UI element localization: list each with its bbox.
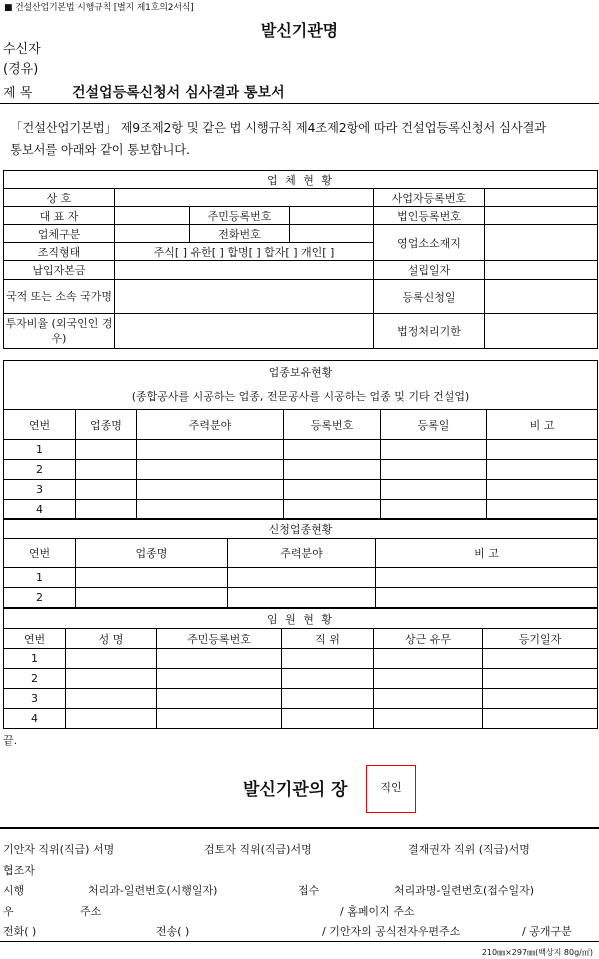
applied-business-title: 신청업종현황 [4,519,598,539]
enforcement-number: 처리과-일련번호(시행일자) [88,884,218,897]
table-row [4,440,598,460]
row-number: 3 [4,480,76,500]
table-row [4,500,598,520]
table-row [4,709,598,729]
held-business-note: (종합공사를 시공하는 업종, 전문공사를 시공하는 업종 및 기타 건설업) [131,390,470,403]
held-col-no: 연번 [4,410,76,440]
legal-deadline-label: 법정처리기한 [374,314,485,349]
nationality-value [115,280,374,314]
applied-col-remarks: 비 고 [376,539,598,568]
resident-reg-no-value [290,207,374,225]
table-row [4,669,598,689]
officer-col-resident-no: 주민등록번호 [157,629,282,649]
paid-capital-label: 납입자본금 [4,261,115,280]
application-date-value [485,280,598,314]
held-business-title: 업종보유현황 [268,366,333,379]
applied-col-no: 연번 [4,539,76,568]
row-number: 1 [4,649,66,669]
representative-value [115,207,190,225]
officer-col-name: 성 명 [66,629,157,649]
fax-label: 전송( ) [156,925,190,938]
investment-ratio-label: 투자비율 (외국인인 경우) [4,314,115,349]
table-row [4,588,598,608]
end-mark: 끝. [3,734,18,747]
drafter-label: 기안자 직위(직급) 서명 [3,843,115,856]
issuer-title: 발신기관의 장 [243,780,348,800]
establish-date-value [485,261,598,280]
trade-name-label: 상 호 [4,189,115,207]
held-col-reg-no: 등록번호 [284,410,381,440]
held-business-header [4,361,598,410]
collaborator-label: 협조자 [3,864,35,877]
business-type-label: 업체구분 [4,225,115,243]
company-status-table [3,170,598,349]
phone-label: 전화( ) [3,925,37,938]
paid-capital-value [115,261,374,280]
held-col-remarks: 비 고 [487,410,598,440]
officers-table [3,608,598,729]
approver-label: 결재권자 직위 (직급)서명 [408,843,530,856]
table-row [4,460,598,480]
officer-col-reg-date: 등기일자 [483,629,598,649]
disclosure-label: / 공개구분 [522,925,572,938]
phone-value [290,225,374,243]
enforcement-label: 시행 [3,884,25,897]
applied-business-table [3,518,598,608]
held-col-main-field: 주력분야 [137,410,284,440]
official-seal: 직인 [366,765,416,813]
investment-ratio-value [115,314,374,349]
row-number: 2 [4,460,76,480]
phone-label: 전화번호 [190,225,290,243]
office-location-value [485,225,598,261]
via-label: (경유) [3,62,39,77]
recipient-label: 수신자 [3,42,41,57]
body-paragraph: 「건설산업기본법」 제9조제2항 및 같은 법 시행규칙 제4조제2항에 따라 건설업등록신청서 심사결과 통보서를 아래와 같이 통보합니다. [10,120,546,157]
subject-label: 제 목 [3,86,33,101]
row-number: 3 [4,689,66,709]
table-row [4,689,598,709]
receipt-number: 처리과명-일련번호(접수일자) [394,884,535,897]
held-col-business-name: 업종명 [76,410,137,440]
officers-title: 임 원 현 황 [4,609,598,629]
officer-col-position: 직 위 [282,629,374,649]
business-reg-no-value [485,189,598,207]
form-reference: ■ 건설산업기본법 시행규칙 [별지 제1호의2서식] [4,3,194,13]
table-row [4,568,598,588]
document-title: 발신기관명 [260,21,339,40]
org-type-options: 주식[ ] 유한[ ] 합명[ ] 합자[ ] 개인[ ] [115,243,374,261]
company-section-title: 업 체 현 황 [4,171,598,189]
footer-top-rule [0,827,599,829]
row-number: 4 [4,500,76,520]
application-date-label: 등록신청일 [374,280,485,314]
table-row [4,480,598,500]
reviewer-label: 검토자 직위(직급)서명 [204,843,312,856]
officer-col-fulltime: 상근 유무 [374,629,483,649]
held-col-reg-date: 등록일 [381,410,487,440]
representative-label: 대 표 자 [4,207,115,225]
corporate-reg-no-value [485,207,598,225]
held-business-table [3,360,598,520]
subject-text: 건설업등록신청서 심사결과 통보서 [72,85,285,101]
legal-deadline-value [485,314,598,349]
resident-reg-no-label: 주민등록번호 [190,207,290,225]
homepage-label: / 홈페이지 주소 [340,905,415,918]
row-number: 4 [4,709,66,729]
row-number: 1 [4,568,76,588]
establish-date-label: 설립일자 [374,261,485,280]
receipt-label: 접수 [298,884,320,897]
row-number: 2 [4,669,66,689]
nationality-label: 국적 또는 소속 국가명 [4,280,115,314]
subject-underline [0,103,599,104]
org-type-label: 조직형태 [4,243,115,261]
applied-col-main-field: 주력분야 [228,539,376,568]
paper-size: 210㎜×297㎜(백상지 80g/㎡) [481,948,593,957]
business-type-value [115,225,190,243]
officer-col-no: 연번 [4,629,66,649]
postal-code-label: 우 [3,905,14,918]
business-reg-no-label: 사업자등록번호 [374,189,485,207]
applied-col-business-name: 업종명 [76,539,228,568]
row-number: 1 [4,440,76,460]
email-label: / 기안자의 공식전자우편주소 [322,925,461,938]
footer-bottom-rule [0,941,599,942]
corporate-reg-no-label: 법인등록번호 [374,207,485,225]
table-row [4,649,598,669]
office-location-label: 영업소소재지 [374,225,485,261]
row-number: 2 [4,588,76,608]
address-label: 주소 [80,905,102,918]
trade-name-value [115,189,374,207]
